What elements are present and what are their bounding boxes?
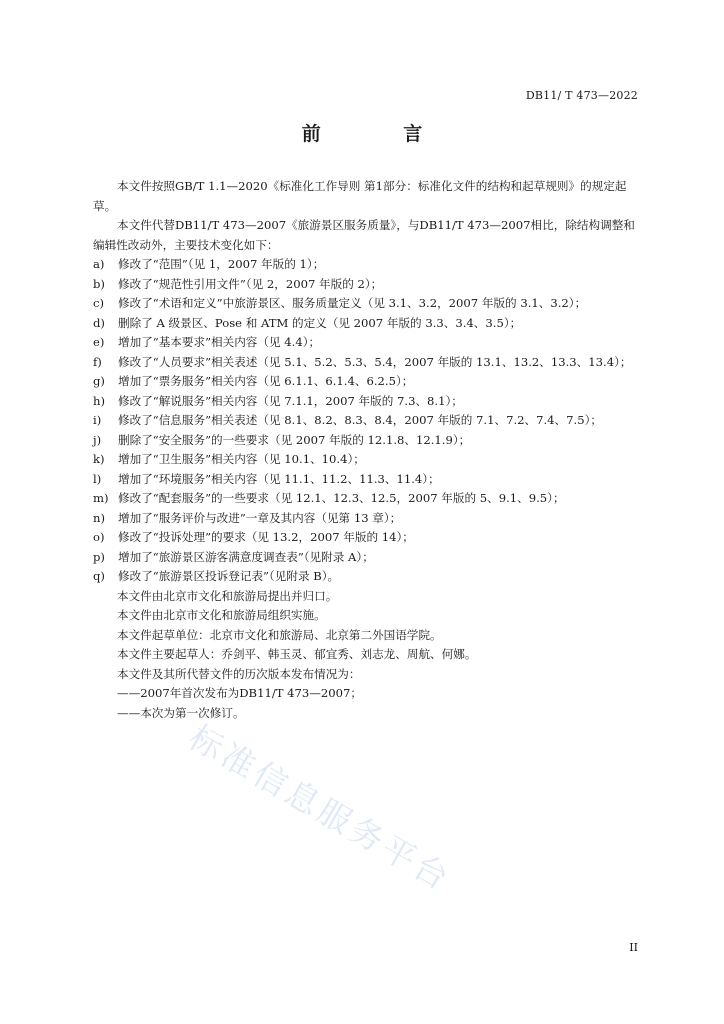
list-item-text: 删除了“安全服务”的一些要求（见 2007 年版的 12.1.8、12.1.9）； bbox=[118, 432, 471, 447]
list-item bbox=[93, 333, 638, 353]
list-item-text: 修改了“配套服务”的一些要求（见 12.1、12.3、12.5，2007 年版的 5、9.1、9.5）； bbox=[118, 491, 565, 505]
list-item bbox=[93, 509, 638, 529]
watermark: 标准信息服务平台 bbox=[182, 717, 459, 899]
closing-line: ——2007年首次发布为DB11/T 473—2007； bbox=[117, 686, 362, 700]
list-item bbox=[93, 294, 638, 314]
changes-list bbox=[93, 255, 638, 587]
page-number: II bbox=[629, 941, 638, 954]
closing-line: 本文件及其所代替文件的历次版本发布情况为： bbox=[117, 666, 361, 681]
list-marker: e) bbox=[93, 335, 105, 349]
list-marker: k) bbox=[93, 452, 105, 466]
list-marker: h) bbox=[93, 393, 105, 408]
list-item-text: 增加了“旅游景区游客满意度调查表”（见附录 A）； bbox=[118, 549, 374, 564]
list-item-text: 修改了“旅游景区投诉登记表”（见附录 B）。 bbox=[118, 569, 340, 583]
list-marker: m) bbox=[93, 491, 109, 505]
list-marker: c) bbox=[93, 296, 105, 310]
intro-paragraph: 本文件代替DB11/T 473—2007《旅游景区服务质量》，与DB11/T 473—2007相比，除结构调整和编辑性改动外，主要技术变化如下： bbox=[93, 218, 635, 252]
list-item bbox=[93, 275, 638, 295]
page-title: 前 言 bbox=[301, 123, 461, 145]
list-item bbox=[93, 431, 638, 451]
list-item bbox=[93, 392, 638, 412]
list-item-text: 增加了“基本要求”相关内容（见 4.4）； bbox=[118, 335, 321, 349]
list-item-text: 修改了“信息服务”相关表述（见 8.1、8.2、8.3、8.4，2007 年版的 7.1、7.2、7.4、7.5）； bbox=[118, 413, 602, 427]
list-item bbox=[93, 470, 638, 490]
closing-line: 本文件主要起草人：乔剑平、韩玉灵、郁宜秀、刘志龙、周航、何娜。 bbox=[117, 647, 477, 661]
list-item bbox=[93, 489, 638, 509]
list-marker: d) bbox=[93, 315, 105, 330]
list-marker: g) bbox=[93, 374, 105, 388]
list-item-text: 删除了 A 级景区、Pose 和 ATM 的定义（见 2007 年版的 3.3、3.4、3.5）； bbox=[118, 315, 522, 330]
list-item-text: 修改了“人员要求”相关表述（见 5.1、5.2、5.3、5.4，2007 年版的 13.1、13.2、13.3、13.4）； bbox=[118, 354, 632, 369]
list-item-text: 增加了“服务评价与改进”一章及其内容（见第 13 章）； bbox=[118, 510, 402, 525]
list-item bbox=[93, 411, 638, 431]
list-item-text: 增加了“票务服务”相关内容（见 6.1.1、6.1.4、6.2.5）； bbox=[118, 374, 414, 388]
list-item-text: 修改了“规范性引用文件”（见 2，2007 年版的 2）； bbox=[118, 276, 383, 291]
list-item bbox=[93, 353, 638, 373]
closing-line: 本文件由北京市文化和旅游局提出并归口。 bbox=[117, 588, 338, 603]
closing-line: 本文件起草单位：北京市文化和旅游局、北京第二外国语学院。 bbox=[117, 627, 442, 642]
list-item-text: 修改了“解说服务”相关内容（见 7.1.1，2007 年版的 7.3、8.1）； bbox=[118, 393, 463, 408]
list-marker: p) bbox=[93, 549, 105, 564]
list-item-text: 增加了“卫生服务”相关内容（见 10.1、10.4）； bbox=[118, 452, 365, 466]
foreword-body bbox=[93, 177, 638, 723]
intro-paragraph: 本文件按照GB/T 1.1—2020《标准化工作导则 第1部分：标准化文件的结构和起草规则》的规定起草。 bbox=[93, 179, 627, 213]
list-item bbox=[93, 314, 638, 334]
list-item bbox=[93, 548, 638, 568]
list-marker: q) bbox=[93, 569, 105, 583]
list-marker: l) bbox=[93, 471, 102, 486]
list-marker: j) bbox=[93, 432, 102, 447]
list-item bbox=[93, 372, 638, 392]
list-marker: n) bbox=[93, 510, 105, 525]
list-marker: b) bbox=[93, 276, 105, 291]
list-marker: o) bbox=[93, 530, 105, 544]
list-item-text: 修改了“投诉处理”的要求（见 13.2，2007 年版的 14）； bbox=[118, 530, 414, 544]
list-marker: i) bbox=[93, 413, 102, 427]
closing-line: ——本次为第一次修订。 bbox=[117, 705, 245, 720]
list-item bbox=[93, 450, 638, 470]
list-item bbox=[93, 528, 638, 548]
list-item-text: 修改了“术语和定义”中旅游景区、服务质量定义（见 3.1、3.2，2007 年版的 3.1、3.2）； bbox=[118, 296, 587, 310]
list-item bbox=[93, 567, 638, 587]
list-marker: f) bbox=[93, 354, 102, 369]
list-marker: a) bbox=[93, 257, 105, 271]
list-item-text: 增加了“环境服务”相关内容（见 11.1、11.2、11.3、11.4）； bbox=[118, 471, 440, 486]
list-item bbox=[93, 255, 638, 275]
closing-line: 本文件由北京市文化和旅游局组织实施。 bbox=[117, 608, 326, 622]
document-code: DB11/ T 473—2022 bbox=[525, 89, 638, 102]
list-item-text: 修改了“范围”（见 1，2007 年版的 1）； bbox=[118, 257, 325, 271]
